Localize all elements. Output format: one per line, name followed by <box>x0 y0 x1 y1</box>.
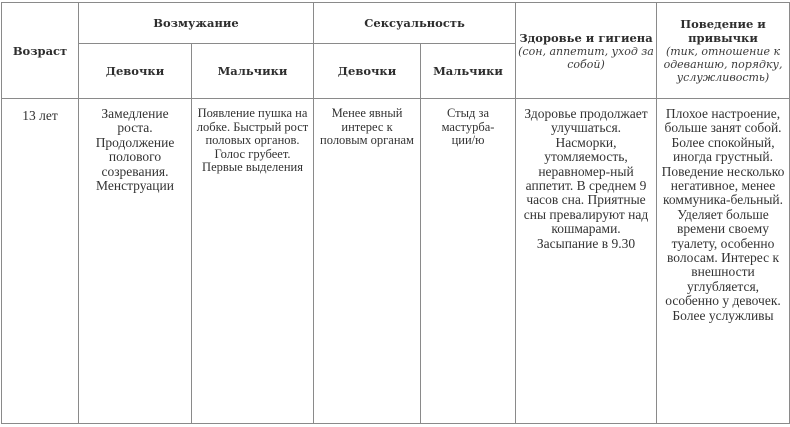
header-behavior <box>657 3 790 99</box>
cell-sexuality-girls-text: Менее явный интерес к половым органам <box>320 106 414 148</box>
header-sexuality-girls: Девочки <box>314 44 421 99</box>
cell-age <box>2 99 79 424</box>
header-health <box>516 3 657 99</box>
header-health-title: Здоровье и гигиена <box>519 30 653 45</box>
cell-age-text: 13 лет <box>22 108 58 123</box>
header-maturation: Возмужание <box>79 3 314 44</box>
header-sexuality-boys: Мальчики <box>421 44 516 99</box>
cell-maturation-boys-text: Появление пушка на лобке. Быстрый рост половых органов. Голос грубеет. Первые выделения <box>196 106 309 175</box>
cell-sexuality-boys-text: Стыд за мастурба-ции/ю <box>441 106 495 148</box>
cell-health <box>516 99 657 424</box>
cell-sexuality-boys <box>421 99 516 424</box>
cell-maturation-girls <box>79 99 192 424</box>
cell-behavior-text: Плохое настроение, больше занят собой. Более спокойный, иногда грустный. Поведение несколько негативное, менее коммуника-бельный. Уделяет больше времени своему туалету, особенно волосам. Интерес к внешности углубляется, особенно у девочек. Более услужливы <box>661 106 785 323</box>
header-maturation-girls: Девочки <box>79 44 192 99</box>
cell-sexuality-girls <box>314 99 421 424</box>
development-table <box>1 2 790 424</box>
header-age: Возраст <box>2 3 79 99</box>
header-behavior-subtitle: (тик, отношение к одеваншю, порядку, услужливость) <box>663 45 783 84</box>
header-maturation-boys: Мальчики <box>192 44 314 99</box>
header-row-1 <box>2 3 790 44</box>
cell-maturation-girls-text: Замедление роста. Продолжение полового созревания. Менструации <box>95 106 175 194</box>
header-sexuality: Сексуальность <box>314 3 516 44</box>
header-health-subtitle: (сон, аппетит, уход за собой) <box>518 44 654 71</box>
cell-behavior <box>657 99 790 424</box>
cell-maturation-boys <box>192 99 314 424</box>
cell-health-text: Здоровье продолжает улучшаться. Насморки, утомляемость, неравномер-ный аппетит. В среднем 9 часов сна. Приятные сны превалируют над кошмарами. Засыпание в 9.30 <box>523 106 649 251</box>
header-behavior-title: Поведение и привычки <box>680 17 766 45</box>
table-row <box>2 99 790 424</box>
